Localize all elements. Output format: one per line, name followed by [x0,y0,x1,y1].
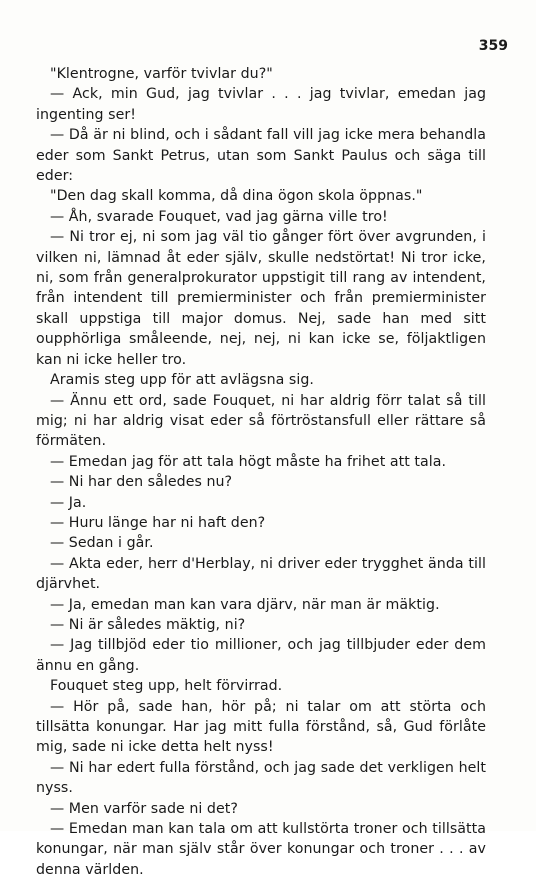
paragraph: — Då är ni blind, och i sådant fall vill jag icke mera behandla eder som Sankt Petrus, utan som Sankt Paulus och säga till eder: [36,127,486,185]
paragraph: "Den dag skall komma, då dina ögon skola öppnas." [50,188,423,205]
paragraph: — Hör på, sade han, hör på; ni talar om att störta och tillsätta konungar. Har jag mitt fulla förstånd, så, Gud förlåte mig, sade ni icke detta helt nyss! [36,698,486,756]
paragraph: — Men varför sade ni det? [50,800,238,817]
paragraph: — Akta eder, herr d'Herblay, ni driver eder trygghet ända till djärvhet. [36,555,486,593]
paragraph: — Åh, svarade Fouquet, vad jag gärna ville tro! [50,208,388,225]
page-number: 359 [478,38,508,54]
paragraph: — Ni har den således nu? [50,474,233,491]
paragraph: — Ja, emedan man kan vara djärv, när man är mäktig. [50,596,440,613]
paragraph: — Ack, min Gud, jag tvivlar . . . jag tvivlar, emedan jag ingenting ser! [36,86,486,123]
paragraph: — Jag tillbjöd eder tio millioner, och jag tillbjuder eder dem ännu en gång. [36,637,486,674]
paragraph: — Ni tror ej, ni som jag väl tio gånger fört över avgrunden, i vilken ni, lämnad åt eder själv, skulle nedstörtat! Ni tror icke, ni, som från generalprokurator uppstigit till rang av intendent, från intendent till premierminister och från premierminister skall uppstiga till major domus. Nej, sade han med sitt oupphörliga småleende, nej, nej, ni kan icke se, följaktligen kan ni icke heller tro. [36,229,486,368]
body-text [36,64,486,880]
paragraph: — Ja. [50,494,87,511]
paragraph: — Sedan i går. [50,535,154,552]
paragraph: Fouquet steg upp, helt förvirrad. [50,678,283,695]
paragraph: — Ni är således mäktig, ni? [50,616,246,633]
paragraph: — Ännu ett ord, sade Fouquet, ni har aldrig förr talat så till mig; ni har aldrig visat eder så förtröstansfull eller rättare så förmäten. [36,392,486,450]
paragraph: — Huru länge har ni haft den? [50,514,266,531]
paragraph: — Ni har edert fulla förstånd, och jag sade det verkligen helt nyss. [36,759,486,797]
paragraph: "Klentrogne, varför tvivlar du?" [50,66,273,82]
paragraph: Aramis steg upp för att avlägsna sig. [50,372,314,389]
paragraph: — Emedan man kan tala om att kullstörta troner och tillsätta konungar, när man själv står över konungar och troner . . . av denna världen. [36,821,486,878]
paragraph: — Emedan jag för att tala högt måste ha frihet att tala. [50,453,447,470]
